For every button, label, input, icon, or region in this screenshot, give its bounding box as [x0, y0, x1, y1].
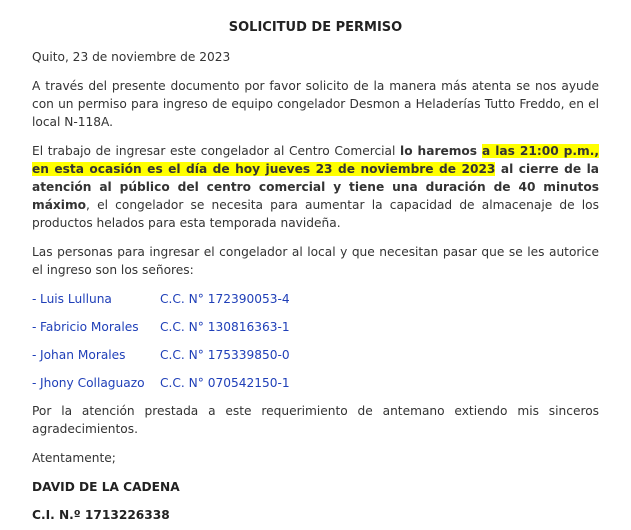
person-id: C.C. N° 130816363-1	[160, 320, 290, 334]
person-item	[32, 346, 599, 364]
paragraph-thanks: Por la atención prestada a este requerimiento de antemano extiendo mis sinceros agradecimientos.	[32, 404, 599, 436]
document-title: SOLICITUD DE PERMISO	[228, 20, 403, 35]
paragraph-schedule	[32, 142, 599, 232]
person-id: C.C. N° 070542150-1	[160, 376, 290, 390]
paragraph-people-intro: Las personas para ingresar el congelador al local y que necesitan pasar que se les autorice el ingreso son los señores:	[32, 245, 599, 277]
person-item	[32, 318, 599, 336]
person-name: Luis Lulluna	[40, 292, 112, 306]
schedule-text-end: , el congelador se necesita para aumentar la capacidad de almacenaje de los productos helados para esta temporada navideña.	[32, 198, 599, 230]
signer-name: DAVID DE LA CADENA	[32, 480, 180, 494]
person-id: C.C. N° 175339850-0	[160, 348, 290, 362]
person-name: Johan Morales	[40, 348, 126, 362]
person-dash: -	[32, 292, 37, 306]
person-dash: -	[32, 376, 37, 390]
schedule-text-intro: El trabajo de ingresar este congelador al Centro Comercial	[32, 144, 401, 158]
schedule-text-bold: lo haremos	[400, 144, 483, 158]
person-item	[32, 290, 599, 308]
signer-id: C.I. N.º 1713226338	[32, 508, 170, 522]
person-name: Jhony Collaguazo	[40, 376, 145, 390]
person-name: Fabricio Morales	[40, 320, 139, 334]
schedule-highlight: a las 21:00 p.m., en esta ocasión es el día de hoy jueves 23 de noviembre de 2023	[32, 144, 599, 176]
person-dash: -	[32, 320, 37, 334]
schedule-duration-bold: al cierre de la atención al público del centro comercial y tiene una duración de 40 minutos máximo	[32, 162, 599, 212]
person-dash: -	[32, 348, 37, 362]
person-id: C.C. N° 172390053-4	[160, 292, 290, 306]
closing-line: Atentamente;	[32, 451, 116, 465]
person-item	[32, 374, 599, 392]
paragraph-request: A través del presente documento por favor solicito de la manera más atenta se nos ayude con un permiso para ingreso de equipo congelador Desmon a Heladerías Tutto Freddo, en el local N-118A.	[32, 79, 599, 129]
date-line: Quito, 23 de noviembre de 2023	[32, 50, 231, 64]
